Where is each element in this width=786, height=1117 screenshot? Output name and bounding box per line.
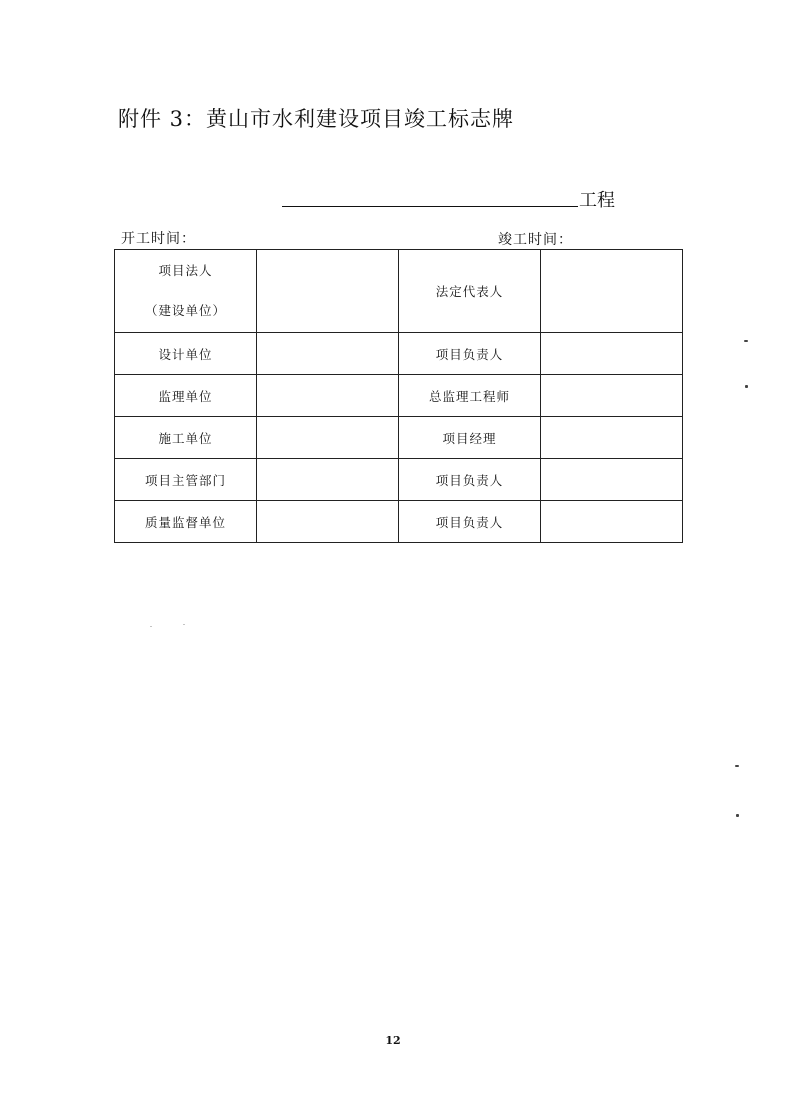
start-time-label: 开工时间： bbox=[121, 231, 196, 247]
competent-department-label: 项目主管部门 bbox=[115, 459, 257, 501]
project-suffix: 工程 bbox=[579, 190, 615, 211]
project-legal-person-label: 项目法人 bbox=[158, 263, 213, 278]
project-legal-person-value bbox=[257, 250, 399, 333]
table-row bbox=[115, 375, 683, 417]
project-manager-label: 项目经理 bbox=[399, 417, 541, 459]
table-row bbox=[115, 333, 683, 375]
construction-contractor-value bbox=[257, 417, 399, 459]
quality-supervision-unit-label: 质量监督单位 bbox=[115, 501, 257, 543]
completion-sign-table bbox=[114, 249, 683, 543]
design-project-leader-label: 项目负责人 bbox=[399, 333, 541, 375]
scan-speck bbox=[744, 340, 748, 342]
document-title: 附件 3：黄山市水利建设项目竣工标志牌 bbox=[118, 107, 515, 131]
design-unit-value bbox=[257, 333, 399, 375]
scan-speck bbox=[183, 624, 185, 625]
legal-representative-value bbox=[541, 250, 683, 333]
quality-project-leader-label: 项目负责人 bbox=[399, 501, 541, 543]
legal-representative-label: 法定代表人 bbox=[399, 250, 541, 333]
quality-project-leader-value bbox=[541, 501, 683, 543]
table-row bbox=[115, 250, 683, 333]
completion-time-label: 竣工时间： bbox=[498, 232, 573, 248]
table-row bbox=[115, 459, 683, 501]
department-project-leader-value bbox=[541, 459, 683, 501]
department-project-leader-label: 项目负责人 bbox=[399, 459, 541, 501]
design-project-leader-value bbox=[541, 333, 683, 375]
table-row bbox=[115, 417, 683, 459]
project-name-blank-line bbox=[282, 184, 578, 207]
supervision-unit-label: 监理单位 bbox=[115, 375, 257, 417]
project-legal-person-label-cell bbox=[115, 250, 257, 333]
competent-department-value bbox=[257, 459, 399, 501]
page-number: 12 bbox=[385, 1034, 401, 1047]
scan-speck bbox=[736, 814, 739, 817]
construction-contractor-label: 施工单位 bbox=[115, 417, 257, 459]
quality-supervision-unit-value bbox=[257, 501, 399, 543]
supervision-unit-value bbox=[257, 375, 399, 417]
scan-speck bbox=[745, 385, 748, 388]
design-unit-label: 设计单位 bbox=[115, 333, 257, 375]
construction-unit-label: （建设单位） bbox=[144, 303, 226, 318]
table-row bbox=[115, 501, 683, 543]
chief-supervising-engineer-label: 总监理工程师 bbox=[399, 375, 541, 417]
scan-speck bbox=[150, 626, 152, 627]
chief-supervising-engineer-value bbox=[541, 375, 683, 417]
project-manager-value bbox=[541, 417, 683, 459]
scan-speck bbox=[735, 765, 739, 767]
